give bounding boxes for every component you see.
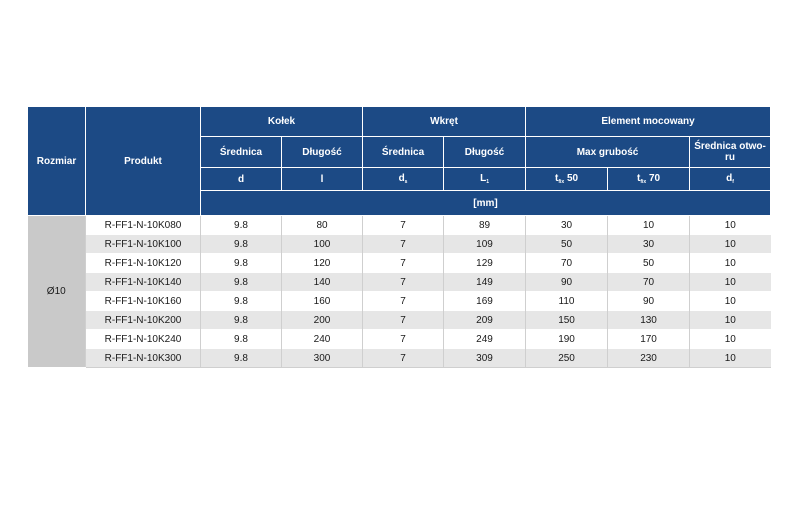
cell-L1: 89	[444, 216, 526, 235]
cell-l: 240	[282, 330, 363, 349]
cell-t50: 50	[526, 235, 608, 254]
symbol-df-main: d	[726, 173, 733, 184]
cell-t50: 90	[526, 273, 608, 292]
symbol-df-sub: f	[732, 179, 734, 185]
cell-l: 120	[282, 254, 363, 273]
cell-produkt: R-FF1-N-10K100	[86, 235, 201, 254]
header-element-mocowany: Element mocowany	[526, 107, 771, 137]
cell-t70: 50	[608, 254, 690, 273]
header-kolek-dlugosc: Długość	[282, 137, 363, 168]
tfix-70-sub: fix	[640, 179, 647, 185]
table-row	[28, 273, 771, 292]
header-max-grubosc: Max grubość	[526, 137, 690, 168]
cell-l: 140	[282, 273, 363, 292]
symbol-ds-main: d	[398, 173, 405, 184]
cell-ds: 7	[363, 254, 444, 273]
cell-df: 10	[690, 216, 771, 235]
header-wkret-dlugosc: Długość	[444, 137, 526, 168]
cell-L1: 309	[444, 349, 526, 368]
cell-L1: 129	[444, 254, 526, 273]
header-wkret: Wkręt	[363, 107, 526, 137]
cell-L1: 169	[444, 292, 526, 311]
header-wkret-srednica: Średnica	[363, 137, 444, 168]
size-cell: Ø10	[28, 216, 86, 368]
cell-l: 200	[282, 311, 363, 330]
symbol-tfix-50	[526, 168, 608, 191]
cell-t50: 150	[526, 311, 608, 330]
tfix-50-sub: fix	[558, 179, 565, 185]
table-row	[28, 216, 771, 235]
header-srednica-otworu	[690, 137, 771, 168]
cell-produkt: R-FF1-N-10K140	[86, 273, 201, 292]
table-row	[28, 349, 771, 368]
symbol-ds	[363, 168, 444, 191]
cell-t50: 70	[526, 254, 608, 273]
symbol-L1-main: L	[480, 173, 487, 184]
cell-df: 10	[690, 273, 771, 292]
cell-t50: 30	[526, 216, 608, 235]
symbol-df	[690, 168, 771, 191]
cell-produkt: R-FF1-N-10K240	[86, 330, 201, 349]
cell-t50: 110	[526, 292, 608, 311]
table-body	[28, 216, 771, 368]
cell-ds: 7	[363, 292, 444, 311]
cell-d: 9.8	[201, 349, 282, 368]
cell-l: 80	[282, 216, 363, 235]
cell-ds: 7	[363, 311, 444, 330]
cell-t70: 130	[608, 311, 690, 330]
cell-t70: 70	[608, 273, 690, 292]
cell-d: 9.8	[201, 235, 282, 254]
cell-d: 9.8	[201, 254, 282, 273]
cell-L1: 249	[444, 330, 526, 349]
cell-df: 10	[690, 292, 771, 311]
spec-table	[27, 106, 771, 368]
cell-produkt: R-FF1-N-10K080	[86, 216, 201, 235]
tfix-50-main: t	[554, 173, 559, 184]
cell-l: 160	[282, 292, 363, 311]
cell-t50: 250	[526, 349, 608, 368]
cell-t70: 30	[608, 235, 690, 254]
cell-d: 9.8	[201, 292, 282, 311]
cell-ds: 7	[363, 349, 444, 368]
table-row	[28, 330, 771, 349]
header-rozmiar: Rozmiar	[28, 107, 86, 216]
symbol-d: d	[201, 168, 282, 191]
cell-produkt: R-FF1-N-10K300	[86, 349, 201, 368]
table-header	[28, 107, 771, 216]
cell-df: 10	[690, 235, 771, 254]
symbol-L1-sub: 1	[486, 179, 489, 185]
cell-produkt: R-FF1-N-10K200	[86, 311, 201, 330]
cell-d: 9.8	[201, 330, 282, 349]
table-row	[28, 292, 771, 311]
symbol-ds-sub: s	[404, 179, 408, 185]
header-produkt: Produkt	[86, 107, 201, 216]
cell-t70: 230	[608, 349, 690, 368]
cell-ds: 7	[363, 216, 444, 235]
header-kolek: Kołek	[201, 107, 363, 137]
cell-df: 10	[690, 330, 771, 349]
cell-produkt: R-FF1-N-10K160	[86, 292, 201, 311]
tfix-70-main: t	[636, 173, 641, 184]
unit-mm: [mm]	[201, 191, 771, 216]
cell-df: 10	[690, 311, 771, 330]
table-row	[28, 254, 771, 273]
table-row	[28, 311, 771, 330]
table-row	[28, 235, 771, 254]
header-kolek-srednica: Średnica	[201, 137, 282, 168]
symbol-l: l	[282, 168, 363, 191]
cell-d: 9.8	[201, 216, 282, 235]
cell-produkt: R-FF1-N-10K120	[86, 254, 201, 273]
cell-t70: 170	[608, 330, 690, 349]
cell-df: 10	[690, 349, 771, 368]
tfix-70-value: 70	[646, 173, 661, 184]
tfix-50-value: 50	[564, 173, 579, 184]
cell-t70: 10	[608, 216, 690, 235]
symbol-L1	[444, 168, 526, 191]
srednica-otworu-label: Średnica otwo-ru	[694, 141, 766, 163]
cell-L1: 209	[444, 311, 526, 330]
cell-ds: 7	[363, 235, 444, 254]
cell-d: 9.8	[201, 311, 282, 330]
cell-ds: 7	[363, 273, 444, 292]
cell-ds: 7	[363, 330, 444, 349]
cell-L1: 109	[444, 235, 526, 254]
cell-L1: 149	[444, 273, 526, 292]
cell-l: 300	[282, 349, 363, 368]
cell-t50: 190	[526, 330, 608, 349]
cell-d: 9.8	[201, 273, 282, 292]
cell-t70: 90	[608, 292, 690, 311]
symbol-tfix-70	[608, 168, 690, 191]
cell-l: 100	[282, 235, 363, 254]
cell-df: 10	[690, 254, 771, 273]
